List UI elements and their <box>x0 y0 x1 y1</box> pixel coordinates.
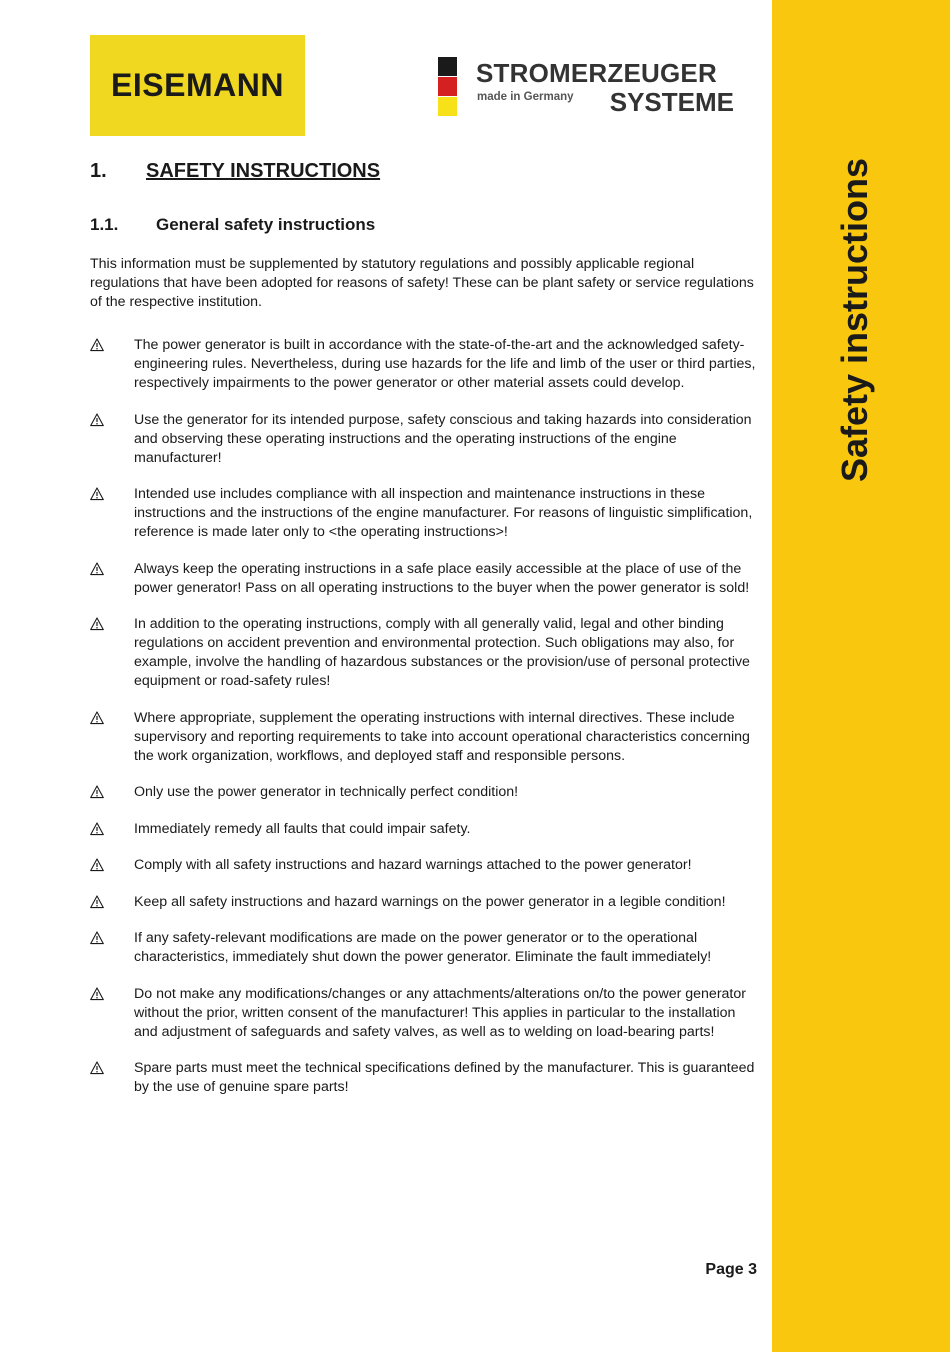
list-item <box>90 709 762 766</box>
list-item-text: Spare parts must meet the technical specifications defined by the manufacturer. This is guaranteed by the use of genuine spare parts! <box>134 1060 755 1095</box>
list-item <box>90 929 762 967</box>
list-item-text: Only use the power generator in technically perfect condition! <box>134 784 519 800</box>
brand-logo <box>90 35 305 136</box>
list-item-text: In addition to the operating instructions, comply with all generally valid, legal and other binding regulations on accident prevention and environmental protection. Such obligations may also, for example, involve the handling of hazardous substances or the provision/use of personal protective equipment or road-safety rules! <box>134 616 750 689</box>
list-item-text: Immediately remedy all faults that could impair safety. <box>134 820 471 837</box>
german-flag-icon <box>438 57 457 117</box>
list-item <box>90 485 762 542</box>
warning-triangle-icon <box>90 617 104 631</box>
list-item-text: Comply with all safety instructions and hazard warnings attached to the power generator! <box>134 857 692 873</box>
partner-logo-tagline: made in Germany <box>477 91 574 103</box>
list-item-text: Where appropriate, supplement the operating instructions with internal directives. These include supervisory and reporting requirements to take into account operational characteristics concerning the work organization, workflows, and deployed staff and responsible persons. <box>134 709 750 764</box>
partner-logo <box>474 58 736 120</box>
warning-triangle-icon <box>90 1061 104 1075</box>
list-item-text: The power generator is built in accordance with the state-of-the-art and the acknowledged safety-engineering rules. Nevertheless, during use hazards for the life and limb of the user or third parties, respectively impairments to the power generator or other material assets could develop. <box>134 337 756 391</box>
list-item <box>90 336 762 393</box>
list-item <box>90 411 762 468</box>
list-item-text: Do not make any modifications/changes or any attachments/alterations on/to the power generator without the prior, written consent of the manufacturer! This applies in particular to the installation and adjustment of safeguards and safety valves, as well as to welding on load-bearing parts! <box>134 985 746 1040</box>
subsection-number: 1.1. <box>90 215 119 234</box>
partner-logo-title: STROMERZEUGER <box>476 58 717 88</box>
list-item <box>90 985 762 1042</box>
list-item-text: Always keep the operating instructions in a safe place easily accessible at the place of use of the power generator! Pass on all operating instructions to the buyer when the power generator is sold! <box>134 560 750 596</box>
warning-triangle-icon <box>90 487 104 501</box>
partner-logo-subtitle: SYSTEME <box>609 87 734 117</box>
warning-triangle-icon <box>90 785 104 799</box>
warning-triangle-icon <box>90 338 104 352</box>
subsection-heading <box>90 215 375 235</box>
intro-paragraph: This information must be supplemented by statutory regulations and possibly applicable regional regulations that have been adopted for reasons of safety! These can be plant safety or service regulations of the respective institution. <box>90 256 754 310</box>
section-heading <box>90 160 380 183</box>
list-item <box>90 820 762 839</box>
safety-instruction-list <box>90 336 762 1115</box>
list-item-text: Intended use includes compliance with all inspection and maintenance instructions in these instructions and the instructions of the engine manufacturer. For reasons of linguistic simplification, reference is made later only to <the operating instructions>! <box>134 486 753 540</box>
page-number: Page 3 <box>705 1261 757 1278</box>
warning-triangle-icon <box>90 822 104 836</box>
warning-triangle-icon <box>90 413 104 427</box>
warning-triangle-icon <box>90 858 104 872</box>
list-item <box>90 783 762 802</box>
list-item-text: Use the generator for its intended purpose, safety conscious and taking hazards into consideration and observing these operating instructions and the operating instructions of the engine manufacturer! <box>134 411 752 466</box>
warning-triangle-icon <box>90 711 104 725</box>
list-item <box>90 560 762 598</box>
sidebar-title: Safety instructions <box>834 157 875 483</box>
brand-logo-text: EISEMANN <box>111 67 284 103</box>
warning-triangle-icon <box>90 562 104 576</box>
warning-triangle-icon <box>90 895 104 909</box>
list-item-text: Keep all safety instructions and hazard warnings on the power generator in a legible condition! <box>134 893 726 910</box>
list-item <box>90 1059 762 1097</box>
subsection-title: General safety instructions <box>156 215 376 234</box>
list-item <box>90 615 762 691</box>
list-item-text: If any safety-relevant modifications are made on the power generator or to the operational characteristics, immediately shut down the power generator. Eliminate the fault immediately! <box>134 930 712 965</box>
warning-triangle-icon <box>90 987 104 1001</box>
list-item <box>90 856 762 875</box>
section-title: SAFETY INSTRUCTIONS <box>146 160 381 182</box>
warning-triangle-icon <box>90 931 104 945</box>
list-item <box>90 893 762 912</box>
section-number: 1. <box>90 160 107 182</box>
